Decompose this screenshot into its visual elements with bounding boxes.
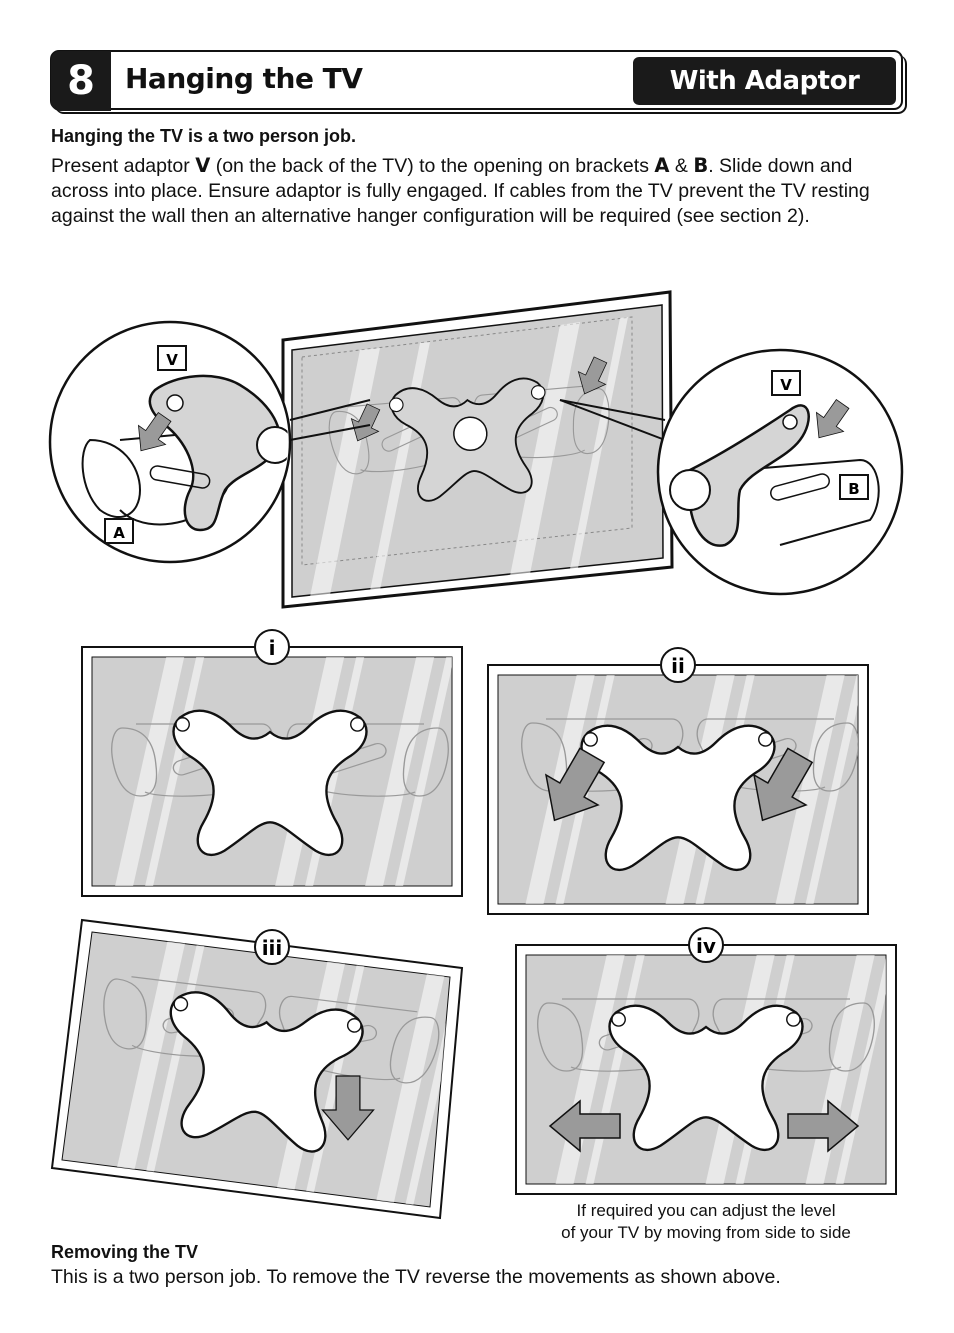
tv-back-panel xyxy=(283,292,672,607)
zoom-circle-right xyxy=(658,350,902,594)
step-number-badge: 8 xyxy=(51,51,111,111)
step-label-ii: ii xyxy=(671,654,685,678)
label-v-right: V xyxy=(780,376,792,394)
bracket-label-a: A xyxy=(654,154,670,177)
zoom-circle-left xyxy=(50,322,293,562)
step-panel-ii xyxy=(488,648,868,920)
step-panel-iv xyxy=(516,928,898,1200)
adaptor-label-v: V xyxy=(195,154,211,177)
label-a: A xyxy=(113,524,125,542)
step-label-i: i xyxy=(268,636,276,660)
step-panel-i xyxy=(82,630,462,900)
caption-line-1: If required you can adjust the level xyxy=(576,1201,836,1220)
intro-text-4: . Slide down and across into place. Ensure adaptor is fully engaged. If cables from the TV prevent the TV resting against the wall then an alternative hanger configuration will be required (see section 2). xyxy=(51,155,870,227)
bracket-label-b: B xyxy=(693,154,709,177)
step-label-iii: iii xyxy=(261,936,283,960)
variant-tag: With Adaptor xyxy=(633,57,896,105)
removing-section xyxy=(51,1240,911,1290)
removing-text: This is a two person job. To remove the TV reverse the movements as shown above. xyxy=(51,1266,781,1288)
caption-line-2: of your TV by moving from side to side xyxy=(561,1223,851,1242)
intro-text-1: Present adaptor xyxy=(51,155,196,177)
removing-title: Removing the TV xyxy=(51,1242,199,1262)
intro-text-3: & xyxy=(669,155,694,177)
intro-bold-line: Hanging the TV is a two person job. xyxy=(51,126,357,146)
step-panel-iii xyxy=(52,920,468,1220)
level-adjust-caption xyxy=(520,1200,892,1244)
intro-text-2: (on the back of the TV) to the opening on brackets xyxy=(210,155,655,177)
step-label-iv: iv xyxy=(696,934,716,958)
label-v-left: V xyxy=(166,351,178,369)
section-title: Hanging the TV xyxy=(125,62,363,95)
label-b: B xyxy=(848,480,860,498)
